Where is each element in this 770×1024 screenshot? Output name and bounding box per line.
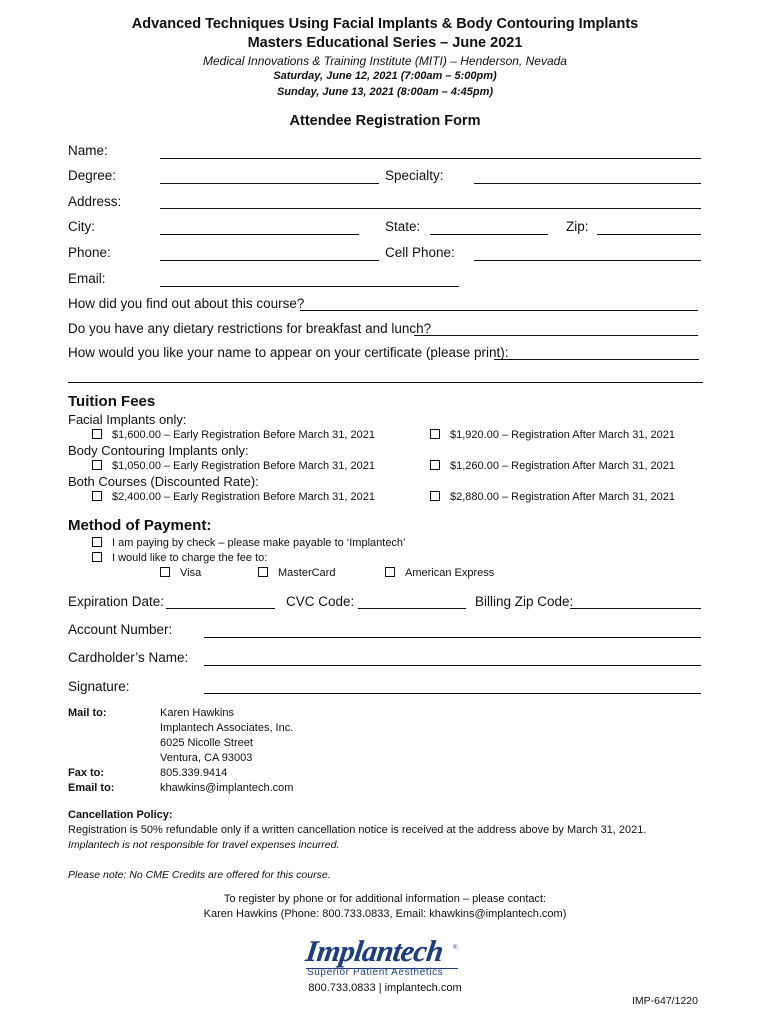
cme-note: Please note: No CME Credits are offered for this course. bbox=[68, 869, 331, 881]
mail-street: 6025 Nicolle Street bbox=[160, 737, 253, 749]
tuition-group-label: Facial Implants only: bbox=[68, 412, 187, 427]
cardholder-label: Cardholder’s Name: bbox=[68, 650, 189, 665]
checkbox-icon[interactable] bbox=[258, 567, 268, 577]
logo-tagline: Superior Patient Aesthetics bbox=[307, 967, 444, 978]
tuition-option[interactable] bbox=[430, 429, 675, 441]
fax-to-label: Fax to: bbox=[68, 767, 105, 779]
account-number-field[interactable] bbox=[204, 637, 701, 638]
checkbox-icon[interactable] bbox=[92, 552, 102, 562]
card-visa-option[interactable] bbox=[160, 567, 201, 579]
phone-field[interactable] bbox=[160, 260, 379, 261]
date-saturday: Saturday, June 12, 2021 (7:00am – 5:00pm) bbox=[273, 70, 497, 82]
mail-city: Ventura, CA 93003 bbox=[160, 752, 253, 764]
tuition-option[interactable] bbox=[430, 460, 675, 472]
payment-heading: Method of Payment: bbox=[68, 517, 212, 534]
date-sunday: Sunday, June 13, 2021 (8:00am – 4:45pm) bbox=[276, 86, 494, 98]
question-dietary: Do you have any dietary restrictions for breakfast and lunch? bbox=[68, 321, 432, 336]
name-label: Name: bbox=[68, 143, 108, 158]
address-field[interactable] bbox=[160, 208, 701, 209]
card-mastercard-label: MasterCard bbox=[278, 567, 336, 579]
signature-label: Signature: bbox=[68, 679, 130, 694]
expiration-label: Expiration Date: bbox=[68, 594, 165, 609]
checkbox-icon[interactable] bbox=[92, 460, 102, 470]
pay-by-check-label: I am paying by check – please make payable to ‘Implantech’ bbox=[112, 537, 406, 549]
signature-field[interactable] bbox=[204, 693, 701, 694]
form-title: Attendee Registration Form bbox=[289, 113, 481, 129]
card-amex-label: American Express bbox=[405, 567, 495, 579]
specialty-field[interactable] bbox=[474, 183, 701, 184]
logo-contact: 800.733.0833 | implantech.com bbox=[308, 982, 462, 994]
tuition-option[interactable] bbox=[92, 460, 375, 472]
implantech-logo bbox=[300, 937, 470, 977]
billing-zip-field[interactable] bbox=[570, 608, 701, 609]
certificate-name-field-line2[interactable] bbox=[68, 382, 703, 383]
tuition-option[interactable] bbox=[92, 429, 375, 441]
card-amex-option[interactable] bbox=[385, 567, 494, 579]
city-field[interactable] bbox=[160, 234, 359, 235]
tuition-option-label: $1,050.00 – Early Registration Before March 31, 2021 bbox=[112, 460, 375, 472]
fax-number: 805.339.9414 bbox=[160, 767, 228, 779]
specialty-label: Specialty: bbox=[385, 168, 444, 183]
checkbox-icon[interactable] bbox=[92, 429, 102, 439]
checkbox-icon[interactable] bbox=[430, 460, 440, 470]
email-label: Email: bbox=[68, 271, 106, 286]
cvc-field[interactable] bbox=[358, 608, 466, 609]
tuition-option-label: $1,260.00 – Registration After March 31, 2021 bbox=[450, 460, 676, 472]
tuition-option-label: $1,600.00 – Early Registration Before March 31, 2021 bbox=[112, 429, 375, 441]
question-source-field[interactable] bbox=[300, 310, 698, 311]
tuition-group-label: Both Courses (Discounted Rate): bbox=[68, 474, 259, 489]
tuition-option[interactable] bbox=[430, 491, 675, 503]
billing-zip-label: Billing Zip Code: bbox=[475, 594, 574, 609]
address-label: Address: bbox=[68, 194, 122, 209]
cell-phone-field[interactable] bbox=[474, 260, 701, 261]
zip-field[interactable] bbox=[597, 234, 701, 235]
tuition-group-label: Body Contouring Implants only: bbox=[68, 443, 249, 458]
state-label: State: bbox=[385, 219, 421, 234]
degree-field[interactable] bbox=[160, 183, 379, 184]
checkbox-icon[interactable] bbox=[430, 491, 440, 501]
mail-company: Implantech Associates, Inc. bbox=[160, 722, 294, 734]
cvc-label: CVC Code: bbox=[286, 594, 355, 609]
mail-name: Karen Hawkins bbox=[160, 707, 234, 719]
checkbox-icon[interactable] bbox=[385, 567, 395, 577]
email-field[interactable] bbox=[160, 286, 459, 287]
card-visa-label: Visa bbox=[180, 567, 202, 579]
pay-by-card-option[interactable] bbox=[92, 552, 267, 564]
expiration-field[interactable] bbox=[166, 608, 275, 609]
cancellation-text: Registration is 50% refundable only if a written cancellation notice is received at the address above by March 31, 2021. bbox=[68, 824, 647, 836]
contact-line2: Karen Hawkins (Phone: 800.733.0833, Email: khawkins@implantech.com) bbox=[203, 908, 567, 920]
pay-by-card-label: I would like to charge the fee to: bbox=[112, 552, 268, 564]
pay-by-check-option[interactable] bbox=[92, 537, 406, 549]
logo-wordmark: Implantech bbox=[303, 935, 446, 968]
checkbox-icon[interactable] bbox=[92, 537, 102, 547]
email-address[interactable]: khawkins@implantech.com bbox=[160, 782, 294, 794]
mail-to-label: Mail to: bbox=[68, 707, 107, 719]
card-mastercard-option[interactable] bbox=[258, 567, 335, 579]
phone-label: Phone: bbox=[68, 245, 111, 260]
checkbox-icon[interactable] bbox=[92, 491, 102, 501]
question-dietary-field[interactable] bbox=[414, 335, 698, 336]
form-code: IMP-647/1220 bbox=[632, 995, 698, 1007]
state-field[interactable] bbox=[430, 234, 548, 235]
question-source: How did you find out about this course? bbox=[68, 296, 305, 311]
registered-icon: ® bbox=[453, 945, 458, 951]
degree-label: Degree: bbox=[68, 168, 117, 183]
cancellation-note: Implantech is not responsible for travel expenses incurred. bbox=[68, 839, 340, 851]
tuition-heading: Tuition Fees bbox=[68, 393, 156, 410]
tuition-option-label: $1,920.00 – Registration After March 31, 2021 bbox=[450, 429, 676, 441]
certificate-name-field[interactable] bbox=[494, 359, 699, 360]
doc-subtitle: Masters Educational Series – June 2021 bbox=[247, 35, 523, 51]
question-certificate: How would you like your name to appear on your certificate (please print): bbox=[68, 345, 509, 360]
contact-line1: To register by phone or for additional information – please contact: bbox=[223, 893, 547, 905]
name-field[interactable] bbox=[160, 158, 701, 159]
cardholder-field[interactable] bbox=[204, 665, 701, 666]
account-number-label: Account Number: bbox=[68, 622, 173, 637]
cell-phone-label: Cell Phone: bbox=[385, 245, 455, 260]
tuition-option-label: $2,400.00 – Early Registration Before March 31, 2021 bbox=[112, 491, 375, 503]
doc-title: Advanced Techniques Using Facial Implants & Body Contouring Implants bbox=[131, 16, 639, 32]
zip-label: Zip: bbox=[566, 219, 589, 234]
venue-text: Medical Innovations & Training Institute (MITI) – Henderson, Nevada bbox=[203, 54, 567, 68]
checkbox-icon[interactable] bbox=[430, 429, 440, 439]
tuition-option-label: $2,880.00 – Registration After March 31, 2021 bbox=[450, 491, 676, 503]
city-label: City: bbox=[68, 219, 95, 234]
email-to-label: Email to: bbox=[68, 782, 115, 794]
cancellation-heading: Cancellation Policy: bbox=[68, 809, 173, 821]
tuition-option[interactable] bbox=[92, 491, 375, 503]
checkbox-icon[interactable] bbox=[160, 567, 170, 577]
